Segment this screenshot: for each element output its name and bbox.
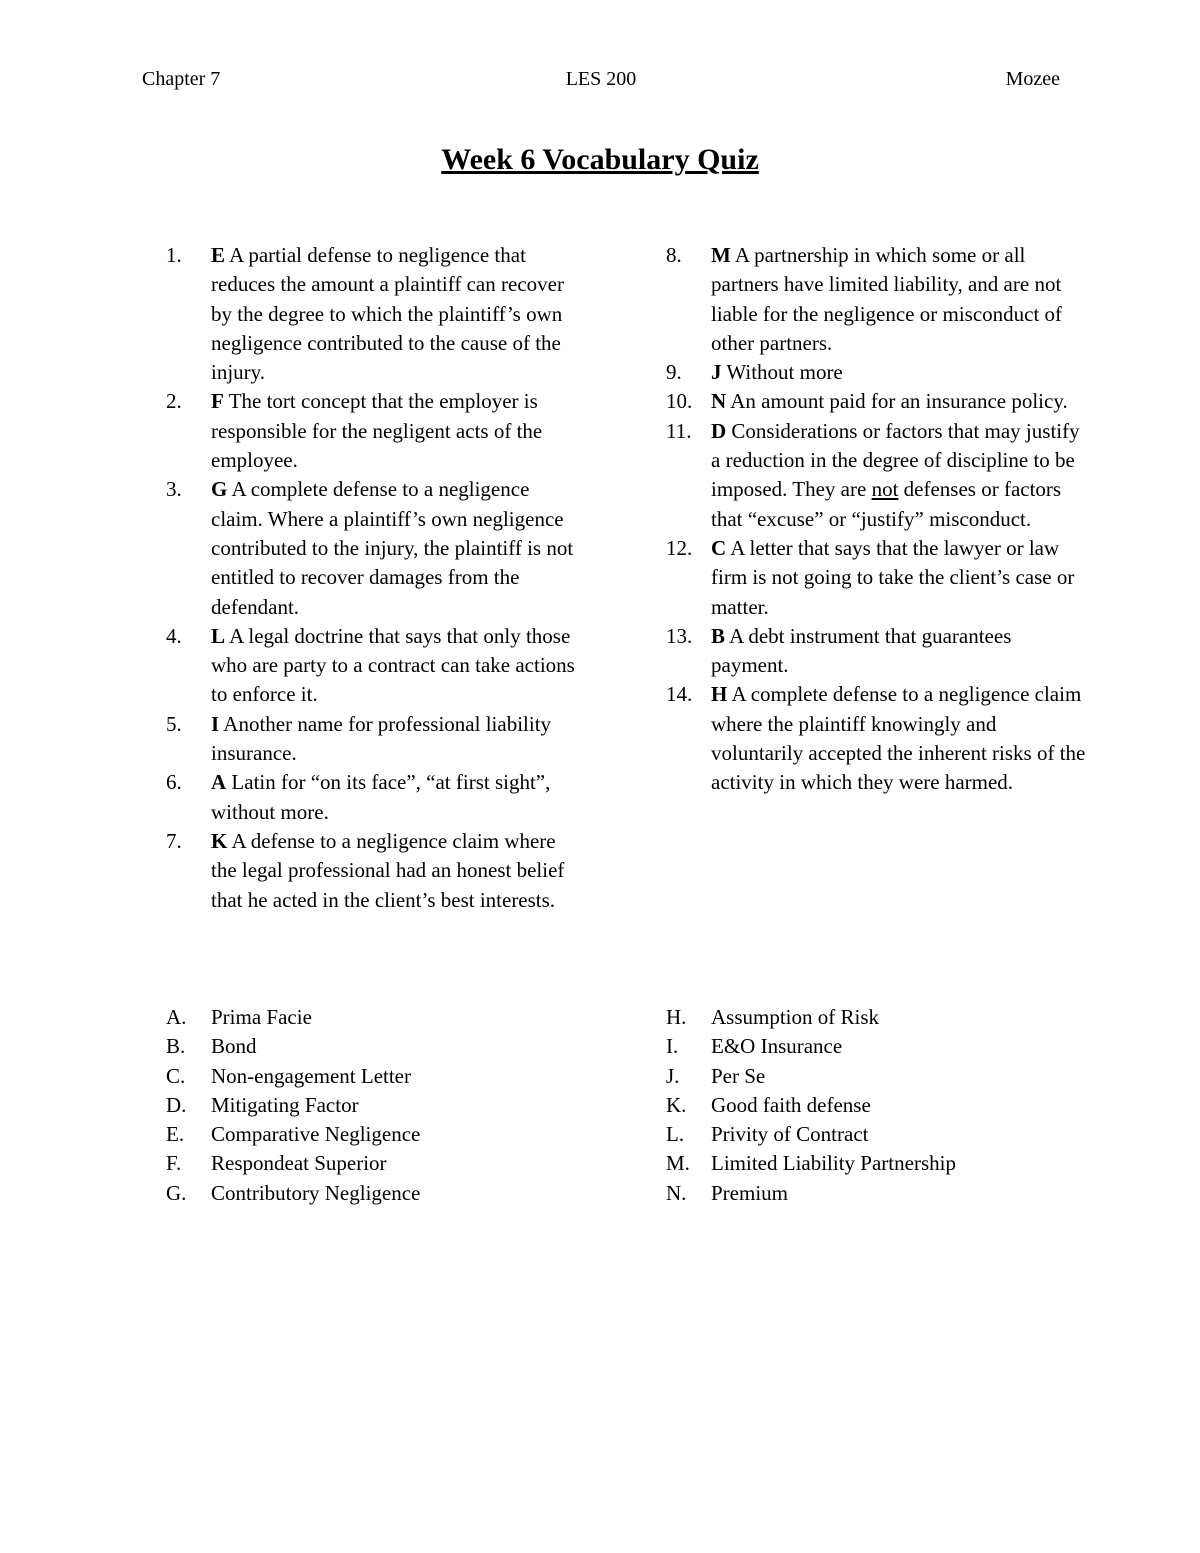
- question-body: [711, 680, 1086, 797]
- question-body: [711, 241, 1086, 358]
- answer-letter: G: [211, 477, 228, 502]
- term-letter: F.: [166, 1151, 182, 1176]
- term-text: Mitigating Factor: [211, 1092, 359, 1117]
- question-number: 5.: [166, 711, 182, 736]
- question-body: [711, 622, 1086, 681]
- answer-letter: A: [211, 770, 227, 795]
- term-text: Assumption of Risk: [711, 1005, 880, 1029]
- question-number: 3.: [166, 477, 182, 502]
- question-number: 7.: [166, 828, 182, 853]
- term-letter: N.: [666, 1180, 687, 1205]
- term-letter: C.: [166, 1063, 186, 1088]
- question-number: 14.: [666, 682, 693, 707]
- term-item: [666, 1091, 1086, 1120]
- question-body: [211, 710, 586, 769]
- term-item: [166, 1091, 586, 1120]
- term-item: [666, 1120, 1086, 1149]
- term-item: [166, 1062, 586, 1091]
- term-text: Prima Facie: [211, 1005, 312, 1029]
- page-title: Week 6 Vocabulary Quiz: [441, 143, 759, 176]
- definition-text: An amount paid for an insurance policy.: [730, 389, 1068, 414]
- question-body: [211, 827, 586, 915]
- term-item: [666, 1179, 1086, 1208]
- term-item: [666, 1003, 1086, 1032]
- terms-right-column: [666, 1003, 1086, 1208]
- term-text: Per Se: [711, 1063, 766, 1088]
- question-number: 1.: [166, 243, 182, 267]
- question-number: 8.: [666, 243, 682, 267]
- term-item: [166, 1003, 586, 1032]
- question-item: [166, 241, 586, 387]
- term-item: [166, 1032, 586, 1061]
- answer-letter: J: [711, 360, 722, 385]
- question-item: [666, 680, 1086, 797]
- definition-text: A legal doctrine that says that only those who are party to a contract can take actions to enforce it.: [211, 623, 575, 707]
- question-item: [166, 827, 586, 915]
- definition-text-after: defenses or factors that “excuse” or “justify” misconduct.: [711, 477, 1062, 531]
- term-letter: B.: [166, 1034, 186, 1059]
- questions-right-column: [666, 241, 1086, 798]
- question-body: [711, 387, 1086, 416]
- definition-text: A debt instrument that guarantees payment.: [711, 623, 1012, 678]
- page-header: [142, 68, 1060, 98]
- term-item: [166, 1149, 586, 1178]
- term-text: Premium: [711, 1180, 788, 1205]
- term-letter: H.: [666, 1005, 687, 1029]
- term-text: Good faith defense: [711, 1092, 871, 1117]
- question-item: [666, 358, 1086, 387]
- term-text: Contributory Negligence: [211, 1180, 421, 1205]
- term-item: [666, 1149, 1086, 1178]
- term-text: Bond: [211, 1034, 257, 1059]
- term-item: [166, 1120, 586, 1149]
- definition-text: A letter that says that the lawyer or law firm is not going to take the client’s case or matter.: [711, 535, 1075, 619]
- answer-letter: F: [211, 389, 224, 414]
- question-number: 11.: [666, 418, 692, 443]
- term-item: [666, 1032, 1086, 1061]
- term-text: Non-engagement Letter: [211, 1063, 411, 1088]
- question-body: [711, 358, 1086, 387]
- question-item: [666, 534, 1086, 622]
- term-letter: L.: [666, 1122, 685, 1147]
- question-item: [166, 710, 586, 769]
- term-letter: I.: [666, 1034, 679, 1059]
- question-item: [666, 241, 1086, 358]
- definition-text-underlined: not: [871, 477, 899, 502]
- definition-text: A defense to a negligence claim where the legal professional had an honest belief that he acted in the client’s best interests.: [211, 828, 565, 912]
- term-text: Privity of Contract: [711, 1122, 869, 1147]
- question-item: [166, 475, 586, 621]
- term-text: E&O Insurance: [711, 1034, 843, 1059]
- question-item: [666, 622, 1086, 681]
- term-item: [666, 1062, 1086, 1091]
- definition-text: A complete defense to a negligence claim where the plaintiff knowingly and voluntarily accepted the inherent risks of the activity in which they were harmed.: [711, 682, 1086, 795]
- definition-text: A complete defense to a negligence claim. Where a plaintiff’s own negligence contributed to the injury, the plaintiff is not entitled to recover damages from the defendant.: [211, 477, 574, 619]
- answer-letter: C: [711, 535, 727, 560]
- question-body: [711, 417, 1086, 534]
- answer-letter: E: [211, 243, 226, 267]
- answer-letter: D: [711, 418, 727, 443]
- definition-text: Latin for “on its face”, “at first sight”, without more.: [211, 770, 551, 824]
- question-number: 12.: [666, 535, 693, 560]
- question-body: [211, 622, 586, 710]
- term-letter: M.: [666, 1151, 690, 1176]
- term-letter: G.: [166, 1180, 187, 1205]
- question-item: [166, 768, 586, 827]
- question-body: [711, 534, 1086, 622]
- definition-text-before: Considerations or factors that may justify a reduction in the degree of discipline to be imposed. They are: [711, 418, 1080, 502]
- answer-letter: B: [711, 623, 726, 648]
- question-number: 13.: [666, 623, 693, 648]
- definition-text: A partnership in which some or all partners have limited liability, and are not liable for the negligence or misconduct of other partners.: [711, 243, 1063, 355]
- header-chapter: Chapter 7: [142, 68, 221, 90]
- definition-text: A partial defense to negligence that reduces the amount a plaintiff can recover by the degree to which the plaintiff’s own negligence contributed to the cause of the injury.: [211, 243, 564, 385]
- term-letter: E.: [166, 1122, 185, 1147]
- question-item: [666, 417, 1086, 534]
- definition-text: Without more: [726, 360, 843, 385]
- question-number: 2.: [166, 389, 182, 414]
- question-number: 4.: [166, 623, 182, 648]
- term-letter: D.: [166, 1092, 187, 1117]
- question-number: 9.: [666, 360, 682, 385]
- question-body: [211, 768, 586, 827]
- term-letter: A.: [166, 1005, 187, 1029]
- question-body: [211, 241, 586, 387]
- term-item: [166, 1179, 586, 1208]
- question-body: [211, 387, 586, 475]
- term-text: Limited Liability Partnership: [711, 1151, 956, 1176]
- question-number: 10.: [666, 389, 693, 414]
- answer-letter: M: [711, 243, 731, 267]
- question-item: [666, 387, 1086, 416]
- answer-letter: K: [211, 828, 228, 853]
- header-author: Mozee: [1005, 68, 1060, 90]
- definition-text: The tort concept that the employer is responsible for the negligent acts of the employee.: [211, 389, 543, 473]
- term-text: Respondeat Superior: [211, 1151, 387, 1176]
- question-number: 6.: [166, 770, 182, 795]
- question-item: [166, 387, 586, 475]
- definition-text: Another name for professional liability insurance.: [211, 711, 552, 766]
- answer-letter: N: [711, 389, 727, 414]
- answer-letter: H: [711, 682, 728, 707]
- term-letter: K.: [666, 1092, 687, 1117]
- question-body: [211, 475, 586, 621]
- header-course: LES 200: [565, 68, 637, 90]
- answer-letter: I: [211, 711, 220, 736]
- question-item: [166, 622, 586, 710]
- questions-left-column: [166, 241, 586, 915]
- term-text: Comparative Negligence: [211, 1122, 421, 1147]
- answer-letter: L: [211, 623, 226, 648]
- terms-left-column: [166, 1003, 586, 1208]
- term-letter: J.: [666, 1063, 680, 1088]
